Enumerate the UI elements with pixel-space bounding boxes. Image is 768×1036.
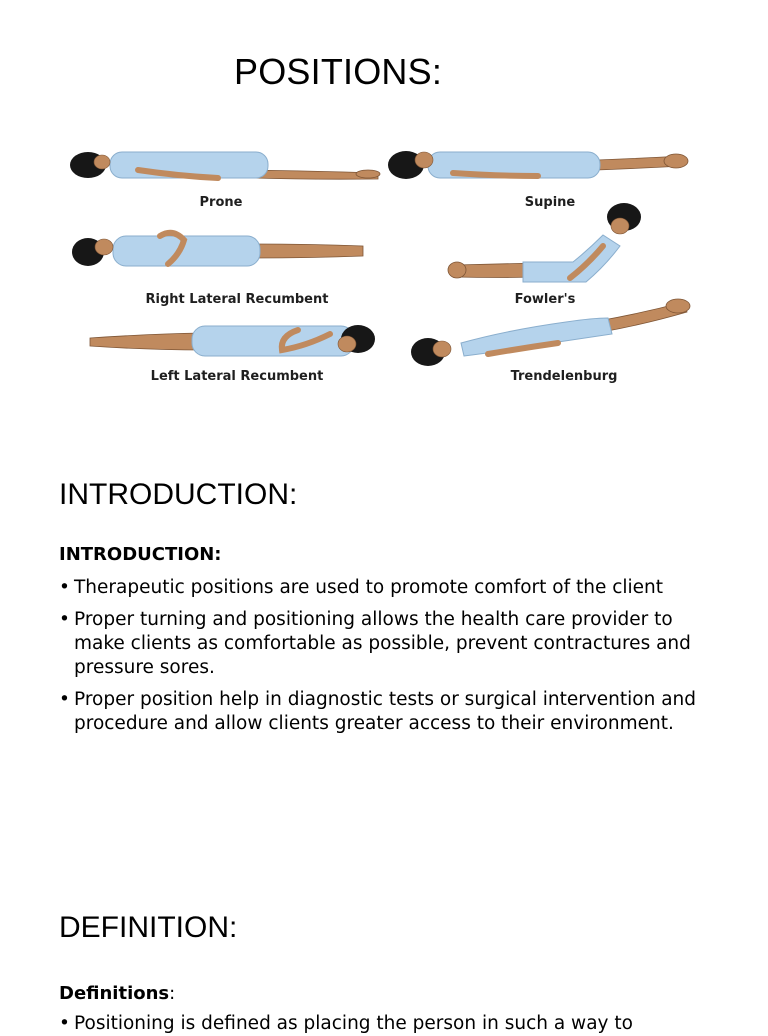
- list-item: • Proper position help in diagnostic tests or surgical intervention and procedure and allow clients greater access to their environment.: [59, 688, 709, 736]
- introduction-bullet-list: [59, 576, 709, 744]
- prone-illustration: [70, 152, 380, 179]
- list-item: • Proper turning and positioning allows the health care provider to make clients as comfortable as possible, prevent contractures and pressure sores.: [59, 608, 709, 680]
- label-supine: Supine: [524, 195, 576, 210]
- label-trendelenburg: Trendelenburg: [510, 369, 618, 384]
- label-right-lateral-recumbent: Right Lateral Recumbent: [145, 292, 329, 307]
- fowlers-illustration: [448, 203, 641, 282]
- label-left-lateral-recumbent: Left Lateral Recumbent: [150, 369, 324, 384]
- patient-positions-figure: [68, 140, 700, 390]
- supine-illustration: [388, 151, 688, 179]
- definitions-subheading: Definitions:: [59, 983, 176, 1004]
- page-title: POSITIONS:: [234, 51, 443, 92]
- left-lateral-illustration: [90, 325, 375, 356]
- label-fowlers: Fowler's: [514, 292, 576, 307]
- list-item: • Therapeutic positions are used to promote comfort of the client: [59, 576, 709, 600]
- introduction-heading: INTRODUCTION:: [59, 478, 298, 511]
- right-lateral-illustration: [72, 233, 363, 266]
- definition-bullet-partial: • Positioning is defined as placing the person in such a way to: [59, 1013, 633, 1034]
- label-prone: Prone: [199, 195, 243, 210]
- trendelenburg-illustration: [411, 299, 690, 366]
- introduction-subheading: INTRODUCTION:: [59, 544, 222, 565]
- definition-heading: DEFINITION:: [59, 911, 238, 944]
